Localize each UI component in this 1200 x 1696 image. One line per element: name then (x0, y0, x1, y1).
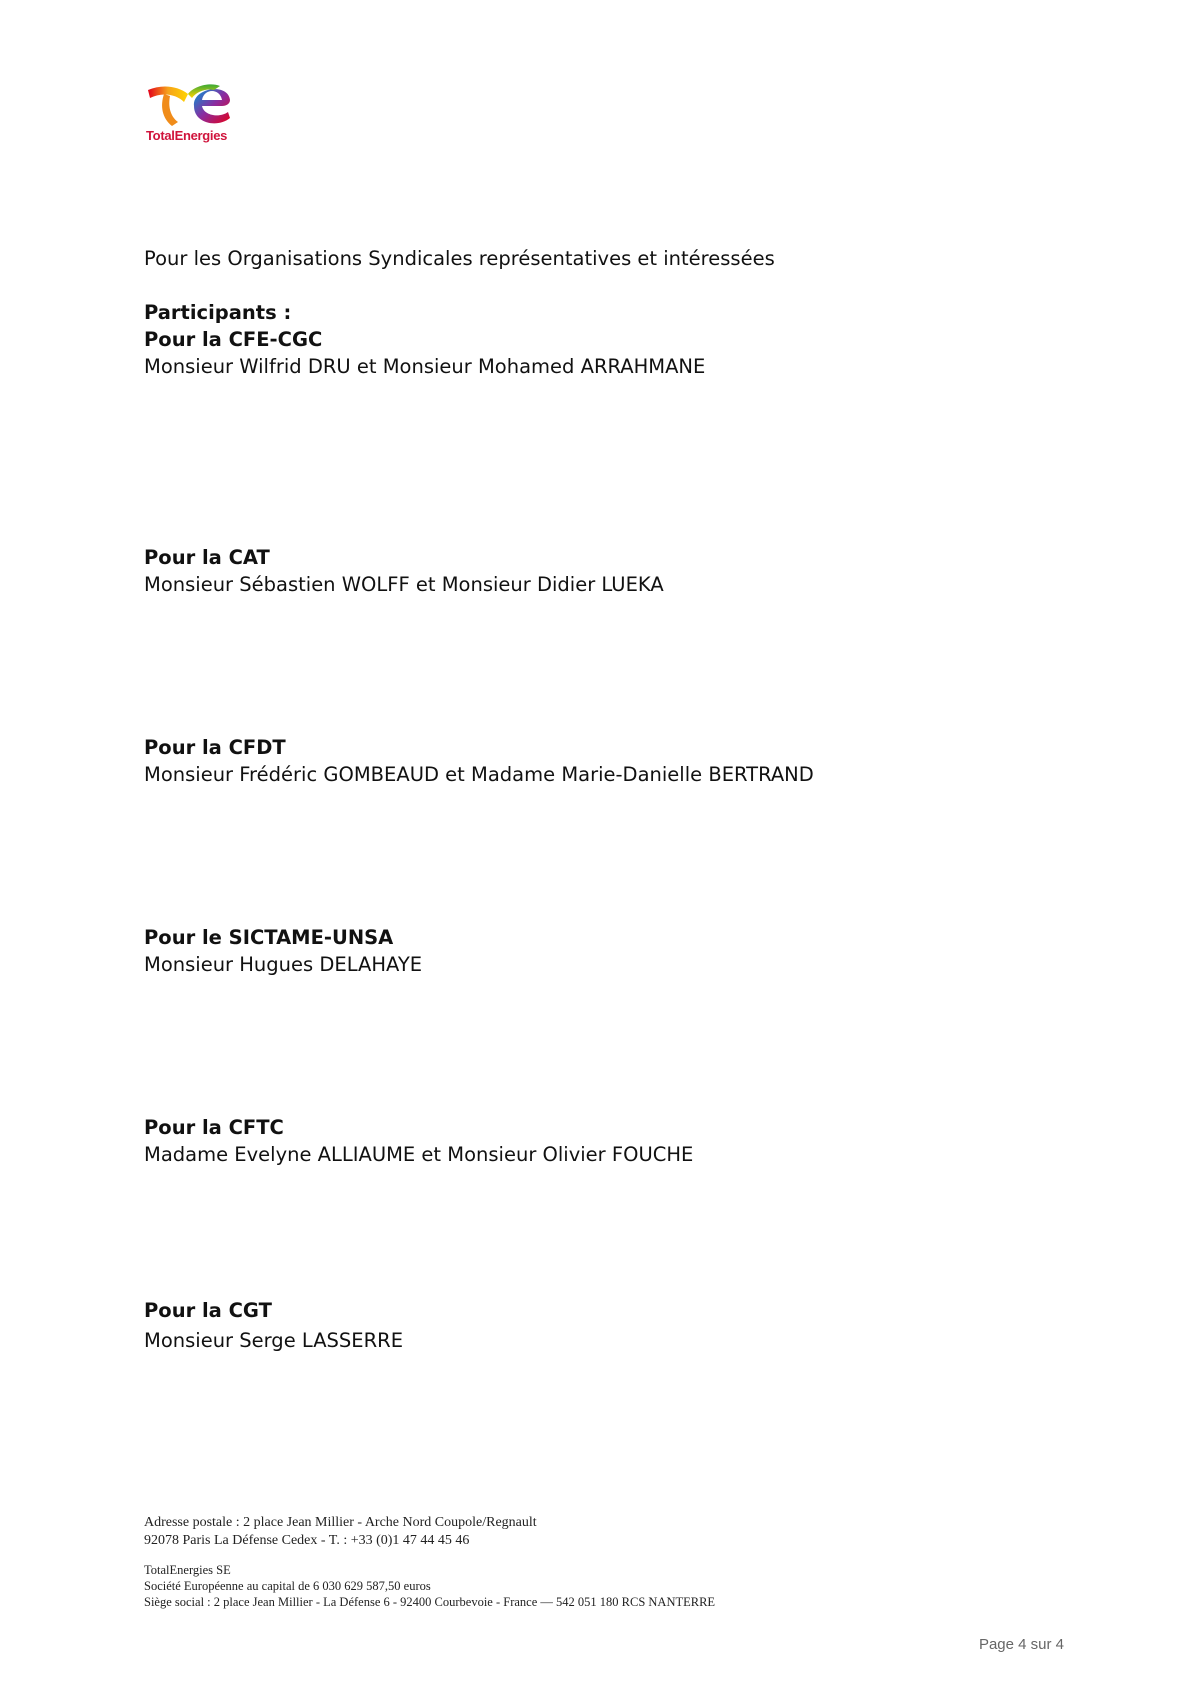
union-heading-cftc: Pour la CFTC (144, 1116, 284, 1139)
page-number: Page 4 sur 4 (978, 1636, 1064, 1653)
logo-wordmark: TotalEnergies (146, 128, 228, 143)
participants-heading: Participants : (144, 301, 292, 324)
logo-swirl-icon (144, 76, 234, 128)
union-members-cfe-cgc: Monsieur Wilfrid DRU et Monsieur Mohamed ARRAHMANE (144, 355, 706, 378)
footer-company-line-3: Siège social : 2 place Jean Millier - La Défense 6 - 92400 Courbevoie - France — 542 051 180 RCS NANTERRE (144, 1595, 716, 1609)
footer-address-line-1: Adresse postale : 2 place Jean Millier - Arche Nord Coupole/Regnault (144, 1515, 537, 1530)
union-heading-cgt: Pour la CGT (144, 1299, 272, 1322)
union-members-cfdt: Monsieur Frédéric GOMBEAUD et Madame Marie-Danielle BERTRAND (144, 763, 814, 786)
union-members-cgt: Monsieur Serge LASSERRE (144, 1329, 404, 1352)
footer-company-line-1: TotalEnergies SE (144, 1563, 231, 1577)
intro-text: Pour les Organisations Syndicales représentatives et intéressées (144, 247, 775, 270)
union-heading-cat: Pour la CAT (144, 546, 270, 569)
totalenergies-logo (144, 76, 244, 152)
union-members-cat: Monsieur Sébastien WOLFF et Monsieur Didier LUEKA (144, 573, 664, 596)
footer-company-line-2: Société Européenne au capital de 6 030 629 587,50 euros (144, 1579, 431, 1593)
union-heading-cfdt: Pour la CFDT (144, 736, 286, 759)
union-heading-sictame-unsa: Pour le SICTAME-UNSA (144, 926, 394, 949)
footer-address-line-2: 92078 Paris La Défense Cedex - T. : +33 (0)1 47 44 45 46 (144, 1533, 470, 1548)
union-members-sictame-unsa: Monsieur Hugues DELAHAYE (144, 953, 423, 976)
union-heading-cfe-cgc: Pour la CFE-CGC (144, 328, 323, 351)
union-members-cftc: Madame Evelyne ALLIAUME et Monsieur Olivier FOUCHE (144, 1143, 694, 1166)
